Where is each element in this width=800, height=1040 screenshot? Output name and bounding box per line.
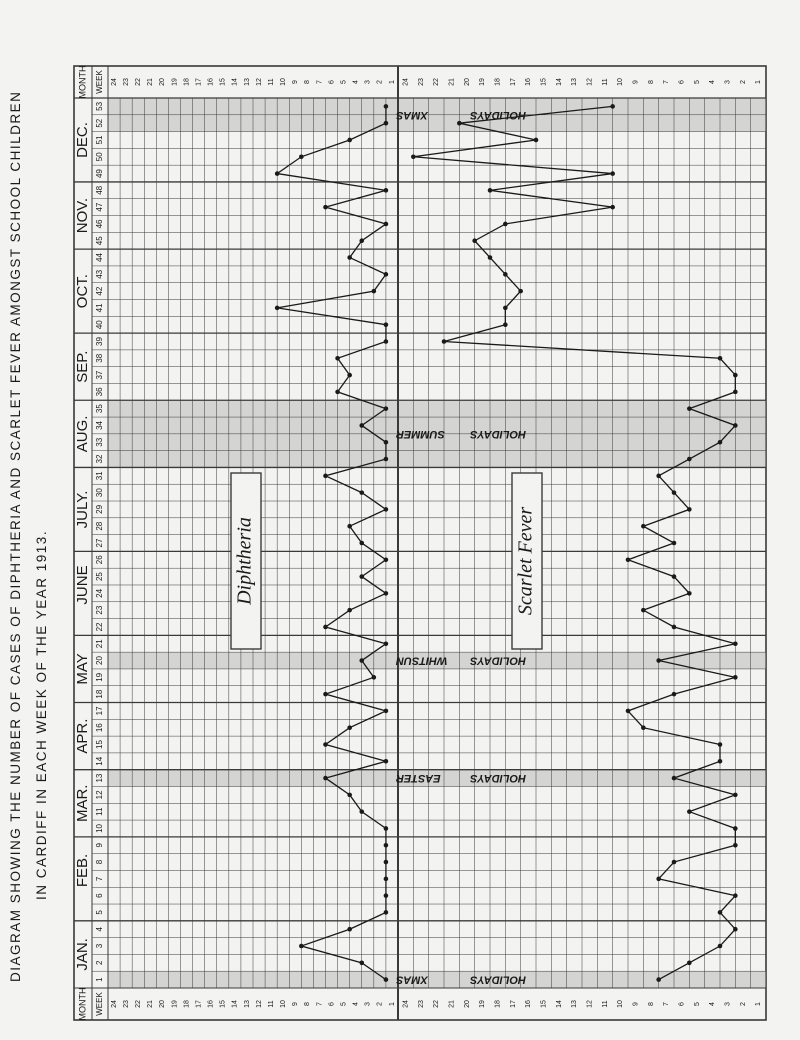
- case-scale-tick: 17: [195, 78, 203, 86]
- data-point: [384, 843, 389, 848]
- week-number: 46: [95, 219, 105, 229]
- week-number: 12: [95, 790, 105, 800]
- data-point: [503, 322, 508, 327]
- data-point: [718, 944, 723, 949]
- case-scale-tick: 15: [219, 78, 227, 86]
- case-scale-tick: 24: [402, 1000, 410, 1008]
- case-scale-tick: 11: [267, 78, 275, 86]
- data-point: [384, 322, 389, 327]
- week-number: 34: [95, 420, 105, 430]
- month-label: MAR.: [73, 784, 91, 823]
- case-scale-tick: 11: [267, 1000, 275, 1008]
- case-scale-tick: 13: [243, 1000, 251, 1008]
- week-number: 19: [95, 672, 105, 682]
- data-point: [733, 893, 738, 898]
- data-point: [384, 860, 389, 865]
- week-number: 49: [95, 169, 105, 179]
- data-point: [323, 776, 328, 781]
- case-scale-tick: 16: [525, 1000, 533, 1008]
- data-point: [457, 121, 462, 126]
- week-number: 17: [95, 706, 105, 716]
- data-point: [384, 910, 389, 915]
- data-point: [275, 306, 280, 311]
- data-point: [672, 776, 677, 781]
- case-scale-tick: 18: [494, 1000, 502, 1008]
- case-scale-tick: 22: [433, 1000, 441, 1008]
- week-number: 2: [95, 960, 105, 966]
- week-number: 36: [95, 387, 105, 397]
- month-label: SEP.: [73, 350, 91, 383]
- week-number: 16: [95, 723, 105, 733]
- data-point: [503, 306, 508, 311]
- case-scale-tick: 21: [448, 78, 456, 86]
- case-scale-tick: 23: [122, 1000, 130, 1008]
- case-scale-tick: 16: [207, 1000, 215, 1008]
- case-scale-tick: 11: [601, 78, 609, 86]
- data-point: [656, 658, 661, 663]
- data-point: [733, 793, 738, 798]
- data-point: [672, 692, 677, 697]
- data-point: [323, 625, 328, 630]
- case-scale-tick: 9: [632, 80, 640, 84]
- holiday-band: [108, 971, 766, 988]
- data-point: [347, 373, 352, 378]
- week-number: 47: [95, 202, 105, 212]
- data-point: [672, 860, 677, 865]
- case-scale-tick: 7: [316, 1002, 324, 1006]
- case-scale-tick: 2: [739, 80, 747, 84]
- case-scale-tick: 21: [147, 1000, 155, 1008]
- data-point: [687, 457, 692, 462]
- case-scale-tick: 2: [376, 1002, 384, 1006]
- case-scale-tick: 21: [147, 78, 155, 86]
- case-scale-tick: 3: [724, 80, 732, 84]
- data-point: [359, 809, 364, 814]
- data-point: [384, 977, 389, 982]
- data-point: [347, 524, 352, 529]
- data-point: [275, 171, 280, 176]
- case-scale-tick: 1: [388, 1002, 396, 1006]
- case-scale-tick: 23: [417, 1000, 425, 1008]
- case-scale-tick: 19: [479, 1000, 487, 1008]
- case-scale-tick: 1: [755, 80, 763, 84]
- month-label: NOV.: [73, 197, 91, 234]
- data-point: [384, 222, 389, 227]
- case-scale-tick: 12: [255, 78, 263, 86]
- data-point: [656, 977, 661, 982]
- data-point: [347, 927, 352, 932]
- data-point: [733, 675, 738, 680]
- week-number: 33: [95, 437, 105, 447]
- case-scale-tick: 6: [328, 80, 336, 84]
- case-scale-tick: 8: [304, 80, 312, 84]
- week-number: 51: [95, 135, 105, 145]
- data-point: [672, 574, 677, 579]
- data-point: [384, 406, 389, 411]
- case-scale-tick: 8: [647, 80, 655, 84]
- case-scale-tick: 14: [231, 1000, 239, 1008]
- case-scale-tick: 7: [663, 1002, 671, 1006]
- data-point: [733, 927, 738, 932]
- week-number: 20: [95, 656, 105, 666]
- case-scale-tick: 8: [304, 1002, 312, 1006]
- page-subtitle: IN CARDIFF IN EACH WEEK OF THE YEAR 1913.: [34, 529, 49, 900]
- week-number: 22: [95, 622, 105, 632]
- week-number: 18: [95, 689, 105, 699]
- data-point: [626, 709, 631, 714]
- data-point: [733, 390, 738, 395]
- case-scale-tick: 8: [647, 1002, 655, 1006]
- data-point: [733, 423, 738, 428]
- week-number: 52: [95, 118, 105, 128]
- data-point: [335, 356, 340, 361]
- case-scale-tick: 17: [195, 1000, 203, 1008]
- case-scale-tick: 12: [586, 1000, 594, 1008]
- case-scale-tick: 3: [724, 1002, 732, 1006]
- case-scale-tick: 7: [663, 80, 671, 84]
- week-number: 6: [95, 893, 105, 898]
- holiday-label-secondary: HOLIDAYS: [469, 973, 527, 986]
- data-point: [384, 507, 389, 512]
- case-scale-tick: 19: [171, 78, 179, 86]
- case-scale-tick: 22: [433, 78, 441, 86]
- case-scale-tick: 12: [255, 1000, 263, 1008]
- case-scale-tick: 6: [328, 1002, 336, 1006]
- data-point: [687, 961, 692, 966]
- case-scale-tick: 3: [364, 80, 372, 84]
- case-scale-tick: 22: [135, 1000, 143, 1008]
- case-scale-tick: 24: [402, 78, 410, 86]
- case-scale-tick: 5: [340, 1002, 348, 1006]
- week-number: 28: [95, 521, 105, 531]
- case-scale-tick: 2: [376, 80, 384, 84]
- case-scale-tick: 18: [494, 78, 502, 86]
- case-scale-tick: 12: [586, 78, 594, 86]
- data-point: [384, 826, 389, 831]
- data-point: [687, 809, 692, 814]
- data-point: [718, 356, 723, 361]
- week-number: 43: [95, 269, 105, 279]
- week-number: 5: [95, 910, 105, 915]
- data-point: [411, 154, 416, 159]
- week-number: 15: [95, 740, 105, 749]
- week-number: 38: [95, 353, 105, 363]
- data-point: [656, 474, 661, 479]
- data-point: [641, 524, 646, 529]
- holiday-label: WHITSUN: [396, 654, 448, 667]
- week-number: 53: [95, 101, 105, 111]
- week-number: 31: [95, 471, 105, 481]
- data-point: [733, 826, 738, 831]
- holiday-label-secondary: HOLIDAYS: [469, 108, 527, 121]
- data-point: [384, 893, 389, 898]
- month-footer: MONTH: [77, 987, 88, 1021]
- data-point: [687, 507, 692, 512]
- week-number: 11: [95, 807, 105, 816]
- case-scale-tick: 7: [316, 80, 324, 84]
- data-point: [718, 910, 723, 915]
- case-scale-tick: 13: [243, 78, 251, 86]
- data-point: [384, 440, 389, 445]
- case-scale-tick: 9: [632, 1002, 640, 1006]
- data-point: [347, 255, 352, 260]
- data-point: [718, 440, 723, 445]
- week-number: 48: [95, 185, 105, 195]
- data-point: [359, 238, 364, 243]
- week-number: 37: [95, 370, 105, 380]
- data-point: [347, 725, 352, 730]
- data-point: [299, 944, 304, 949]
- data-point: [335, 390, 340, 395]
- data-point: [503, 272, 508, 277]
- case-scale-tick: 15: [219, 1000, 227, 1008]
- data-point: [359, 541, 364, 546]
- case-scale-tick: 10: [617, 1000, 625, 1008]
- data-point: [323, 742, 328, 747]
- case-scale-tick: 18: [183, 78, 191, 86]
- data-point: [323, 205, 328, 210]
- data-point: [687, 591, 692, 596]
- data-point: [672, 490, 677, 495]
- data-point: [347, 138, 352, 143]
- data-point: [323, 474, 328, 479]
- page-title: DIAGRAM SHOWING THE NUMBER OF CASES OF DIPHTHERIA AND SCARLET FEVER AMONGST SCHOOL CHILDREN: [8, 90, 23, 982]
- case-scale-tick: 10: [617, 78, 625, 86]
- case-scale-tick: 14: [555, 1000, 563, 1008]
- case-scale-tick: 15: [540, 1000, 548, 1008]
- case-scale-tick: 9: [292, 80, 300, 84]
- case-scale-tick: 14: [555, 78, 563, 86]
- week-number: 35: [95, 404, 105, 414]
- week-number: 27: [95, 538, 105, 548]
- week-number: 42: [95, 286, 105, 296]
- data-point: [610, 205, 615, 210]
- case-scale-tick: 17: [509, 1000, 517, 1008]
- week-number: 29: [95, 504, 105, 514]
- data-point: [359, 658, 364, 663]
- data-point: [347, 793, 352, 798]
- data-point: [323, 692, 328, 697]
- week-number: 30: [95, 488, 105, 498]
- data-point: [641, 608, 646, 613]
- week-number: 4: [95, 926, 105, 932]
- case-scale-tick: 23: [417, 78, 425, 86]
- case-scale-tick: 20: [463, 1000, 471, 1008]
- case-scale-tick: 16: [207, 78, 215, 86]
- case-scale-tick: 3: [364, 1002, 372, 1006]
- week-number: 21: [95, 639, 105, 649]
- case-scale-tick: 21: [448, 1000, 456, 1008]
- case-scale-tick: 23: [122, 78, 130, 86]
- week-number: 44: [95, 253, 105, 262]
- case-scale-tick: 5: [693, 1002, 701, 1006]
- week-number: 14: [95, 756, 105, 766]
- data-point: [733, 373, 738, 378]
- holiday-label: XMAS: [396, 108, 428, 121]
- legend-label: Scarlet Fever: [514, 506, 537, 616]
- data-point: [384, 709, 389, 714]
- data-point: [384, 272, 389, 277]
- chart-frame: [74, 66, 766, 1020]
- data-point: [372, 289, 377, 294]
- week-number: 40: [95, 320, 105, 330]
- week-number: 50: [95, 152, 105, 162]
- week-number: 45: [95, 236, 105, 246]
- holiday-label: SUMMER: [396, 427, 445, 440]
- week-number: 1: [95, 977, 105, 982]
- week-number: 24: [95, 588, 105, 598]
- case-scale-tick: 4: [352, 80, 360, 84]
- holiday-label-secondary: HOLIDAYS: [469, 772, 527, 785]
- month-label: FEB.: [73, 853, 91, 888]
- data-point: [384, 759, 389, 764]
- case-scale-tick: 1: [388, 80, 396, 84]
- case-scale-tick: 22: [135, 78, 143, 86]
- case-scale-tick: 6: [678, 80, 686, 84]
- week-number: 7: [95, 876, 105, 882]
- data-point: [359, 490, 364, 495]
- case-scale-tick: 13: [571, 78, 579, 86]
- month-label: AUG.: [73, 415, 91, 453]
- month-label: JAN.: [73, 938, 91, 971]
- month-label: MAY: [73, 653, 91, 685]
- case-scale-tick: 5: [693, 80, 701, 84]
- data-point: [656, 877, 661, 882]
- data-point: [488, 255, 493, 260]
- case-scale-tick: 4: [709, 1002, 717, 1006]
- data-point: [518, 289, 523, 294]
- month-label: OCT.: [73, 274, 91, 309]
- data-point: [359, 423, 364, 428]
- week-number: 39: [95, 337, 105, 346]
- week-header: WEEK: [95, 70, 105, 94]
- data-point: [610, 104, 615, 109]
- data-point: [610, 171, 615, 176]
- data-point: [672, 625, 677, 630]
- case-scale-tick: 10: [280, 78, 288, 86]
- data-point: [384, 457, 389, 462]
- month-header: MONTH: [77, 65, 88, 99]
- month-label: APR.: [73, 718, 91, 754]
- data-point: [626, 557, 631, 562]
- week-number: 3: [95, 943, 105, 949]
- data-point: [488, 188, 493, 193]
- data-point: [299, 154, 304, 159]
- case-scale-tick: 24: [110, 1000, 118, 1008]
- week-footer: WEEK: [95, 992, 105, 1016]
- data-point: [384, 339, 389, 344]
- data-point: [384, 557, 389, 562]
- week-number: 23: [95, 605, 105, 615]
- case-scale-tick: 10: [280, 1000, 288, 1008]
- case-scale-tick: 20: [159, 1000, 167, 1008]
- case-scale-tick: 16: [525, 78, 533, 86]
- holiday-label: XMAS: [396, 973, 428, 986]
- data-point: [384, 591, 389, 596]
- case-scale-tick: 15: [540, 78, 548, 86]
- data-point: [534, 138, 539, 143]
- week-number: 32: [95, 454, 105, 464]
- case-scale-tick: 19: [479, 78, 487, 86]
- week-number: 8: [95, 859, 105, 865]
- data-point: [472, 238, 477, 243]
- case-scale-tick: 5: [340, 80, 348, 84]
- data-point: [384, 104, 389, 109]
- data-point: [718, 742, 723, 747]
- data-point: [442, 339, 447, 344]
- data-point: [347, 608, 352, 613]
- week-number: 10: [95, 824, 105, 833]
- week-number: 25: [95, 572, 105, 582]
- data-point: [718, 759, 723, 764]
- data-point: [359, 574, 364, 579]
- data-point: [384, 877, 389, 882]
- data-point: [359, 961, 364, 966]
- week-number: 26: [95, 555, 105, 565]
- case-scale-tick: 18: [183, 1000, 191, 1008]
- week-number: 41: [95, 303, 105, 313]
- case-scale-tick: 2: [739, 1002, 747, 1006]
- data-point: [503, 222, 508, 227]
- case-scale-tick: 17: [509, 78, 517, 86]
- data-point: [733, 641, 738, 646]
- holiday-label-secondary: HOLIDAYS: [469, 654, 527, 667]
- case-scale-tick: 24: [110, 78, 118, 86]
- case-scale-tick: 6: [678, 1002, 686, 1006]
- holiday-label: EASTER: [396, 772, 441, 785]
- case-scale-tick: 9: [292, 1002, 300, 1006]
- case-scale-tick: 4: [709, 80, 717, 84]
- case-scale-tick: 19: [171, 1000, 179, 1008]
- data-point: [733, 843, 738, 848]
- legend-label: Diphtheria: [233, 517, 256, 605]
- data-point: [672, 541, 677, 546]
- month-label: JUNE: [73, 565, 91, 605]
- week-number: 13: [95, 773, 105, 783]
- month-label: DEC.: [73, 122, 91, 158]
- month-label: JULY.: [73, 490, 91, 529]
- case-scale-tick: 20: [159, 78, 167, 86]
- case-scale-tick: 4: [352, 1002, 360, 1006]
- data-point: [641, 725, 646, 730]
- data-point: [384, 641, 389, 646]
- case-scale-tick: 11: [601, 1000, 609, 1008]
- case-scale-tick: 1: [755, 1002, 763, 1006]
- holiday-label-secondary: HOLIDAYS: [469, 427, 527, 440]
- week-number: 9: [95, 843, 105, 848]
- case-scale-tick: 20: [463, 78, 471, 86]
- case-scale-tick: 14: [231, 78, 239, 86]
- data-point: [384, 121, 389, 126]
- data-point: [384, 188, 389, 193]
- case-scale-tick: 13: [571, 1000, 579, 1008]
- data-point: [687, 406, 692, 411]
- data-point: [372, 675, 377, 680]
